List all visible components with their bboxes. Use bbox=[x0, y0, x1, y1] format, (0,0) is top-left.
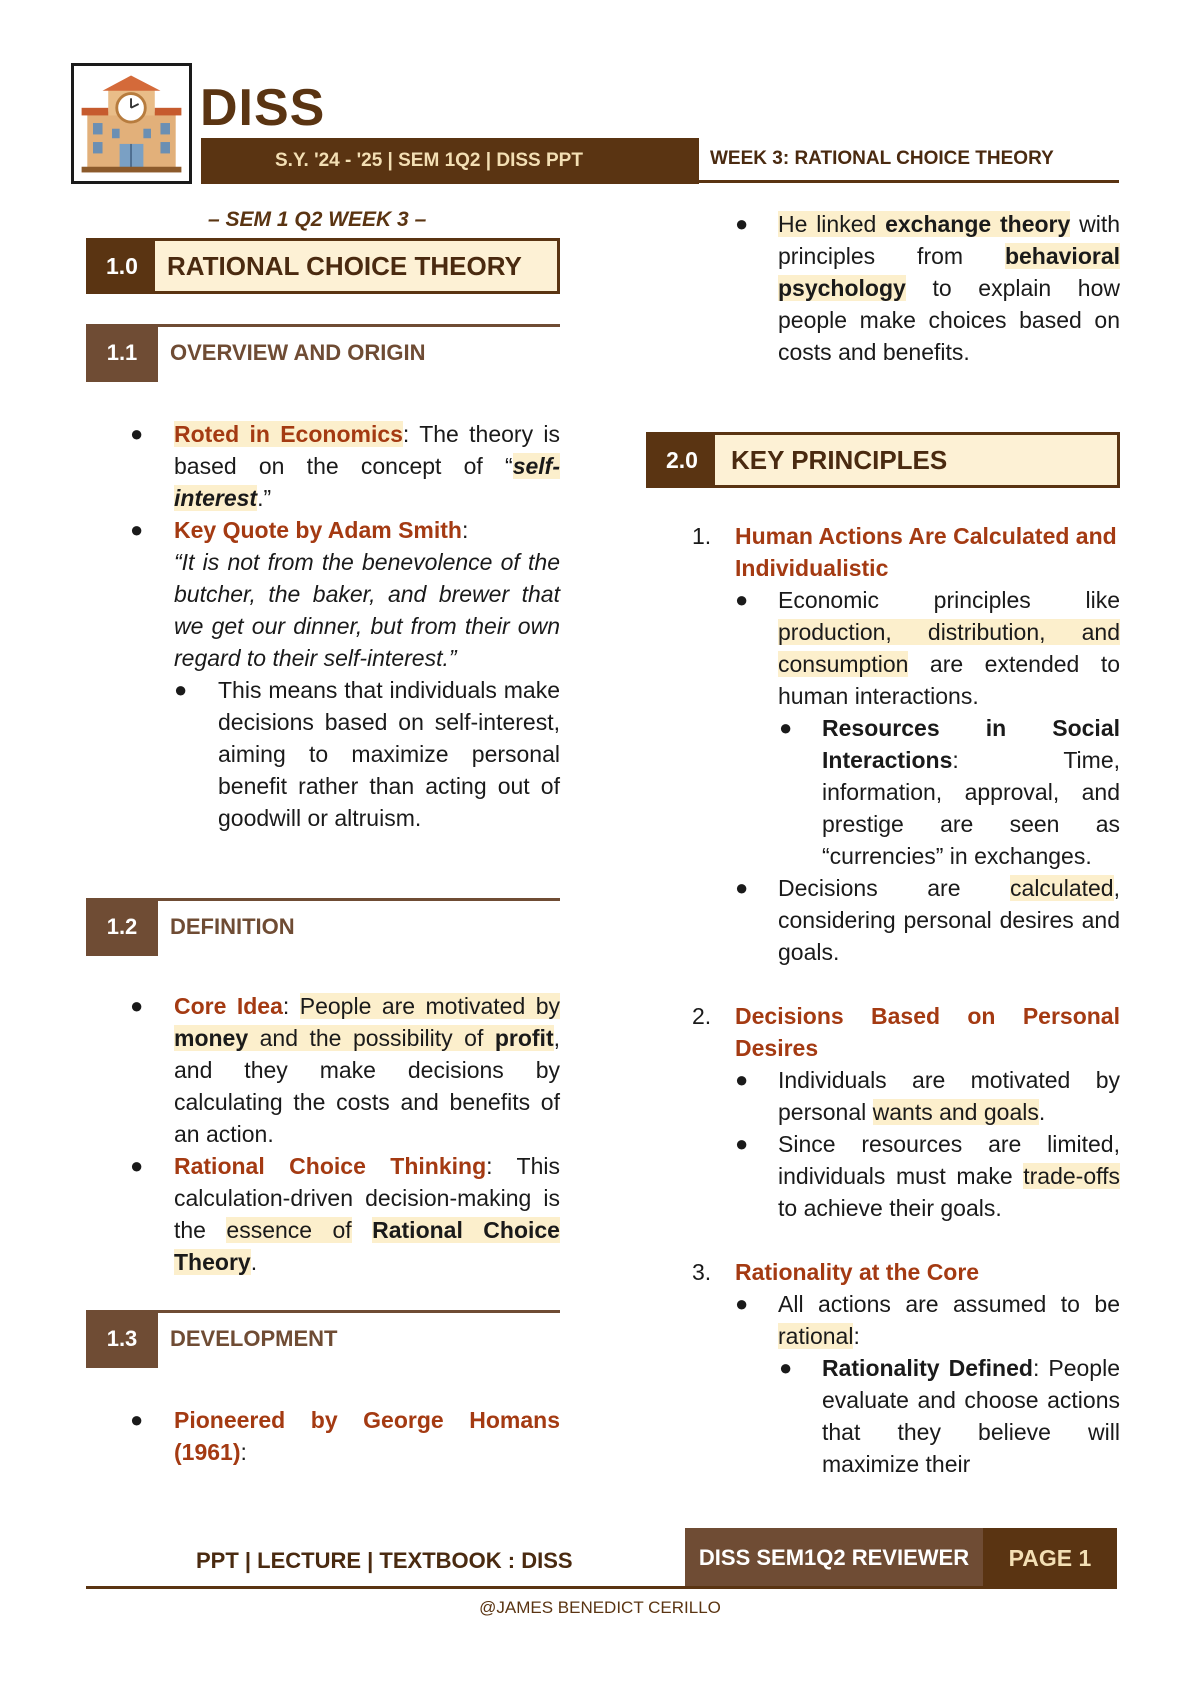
list-item: Resources in Social Interactions: Time, information, approval, and prestige are seen as “currencies” in exchanges. bbox=[822, 715, 1120, 869]
bullet-icon: ● bbox=[130, 1153, 144, 1178]
author-credit: @JAMES BENEDICT CERILLO bbox=[479, 1598, 721, 1617]
list-item: Economic principles like production, distribution, and consumption are extended to human interactions. bbox=[778, 587, 1120, 709]
list-item: Pioneered by George Homans (1961): bbox=[174, 1407, 560, 1465]
bullet-icon: ● bbox=[130, 421, 144, 446]
header-divider bbox=[699, 180, 1119, 183]
principle-title: Decisions Based on Personal Desires bbox=[735, 1003, 1120, 1061]
page-number: PAGE 1 bbox=[983, 1528, 1117, 1588]
week-title: WEEK 3: RATIONAL CHOICE THEORY bbox=[710, 148, 1054, 169]
section-number: 1.3 bbox=[86, 1310, 158, 1368]
section-1-2-heading bbox=[86, 898, 560, 956]
section-title: RATIONAL CHOICE THEORY bbox=[167, 251, 522, 281]
bullet-icon: ● bbox=[735, 211, 749, 236]
section-1-0-heading bbox=[86, 238, 560, 294]
section-number: 1.0 bbox=[89, 241, 155, 291]
list-item: Core Idea: People are motivated by money and the possibility of profit, and they make decisions by calculating the costs and benefits of an action. bbox=[174, 993, 560, 1147]
section-title: OVERVIEW AND ORIGIN bbox=[170, 340, 426, 365]
bullet-icon: ● bbox=[779, 1355, 793, 1380]
school-year-bar: S.Y. '24 - '25 | SEM 1Q2 | DISS PPT bbox=[201, 138, 699, 184]
list-item: Decisions are calculated, considering personal desires and goals. bbox=[778, 875, 1120, 965]
list-number: 3. bbox=[692, 1259, 712, 1285]
section-title: DEFINITION bbox=[170, 914, 295, 939]
list-item: Roted in Economics: The theory is based on the concept of “self-interest.” bbox=[174, 421, 560, 511]
list-item: This means that individuals make decisions based on self-interest, aiming to maximize personal benefit rather than acting out of goodwill or altruism. bbox=[218, 677, 560, 831]
bullet-icon: ● bbox=[779, 715, 793, 740]
footer-sources: PPT | LECTURE | TEXTBOOK : DISS bbox=[196, 1548, 573, 1573]
brand-title: DISS bbox=[200, 79, 326, 137]
section-1-1-heading bbox=[86, 324, 560, 382]
principle-title: Rationality at the Core bbox=[735, 1259, 980, 1285]
bullet-icon: ● bbox=[174, 677, 188, 702]
list-number: 1. bbox=[692, 523, 712, 549]
section-title: KEY PRINCIPLES bbox=[731, 445, 948, 475]
bullet-icon: ● bbox=[735, 1131, 749, 1156]
list-item: Since resources are limited, individuals must make trade-offs to achieve their goals. bbox=[778, 1131, 1120, 1221]
adam-smith-quote: “It is not from the benevolence of the butcher, the baker, and brewer that we get our dinner, but from their own regard to their self-interest.” bbox=[174, 549, 560, 671]
bullet-icon: ● bbox=[130, 993, 144, 1018]
bullet-icon: ● bbox=[735, 1067, 749, 1092]
list-item: All actions are assumed to be rational: bbox=[778, 1291, 1120, 1349]
section-number: 1.2 bbox=[86, 898, 158, 956]
section-number: 1.1 bbox=[86, 324, 158, 382]
principle-title: Human Actions Are Calculated and Individualistic bbox=[735, 523, 1117, 581]
section-number: 2.0 bbox=[649, 435, 715, 485]
section-2-0-heading bbox=[646, 432, 1120, 488]
list-item: Rationality Defined: People evaluate and choose actions that they believe will maximize their bbox=[822, 1355, 1120, 1477]
bullet-icon: ● bbox=[735, 875, 749, 900]
section-1-3-heading bbox=[86, 1310, 560, 1368]
list-item: He linked exchange theory with principles from behavioral psychology to explain how people make choices based on costs and benefits. bbox=[778, 211, 1120, 365]
section-title: DEVELOPMENT bbox=[170, 1326, 338, 1351]
bullet-icon: ● bbox=[130, 1407, 144, 1432]
footer-reviewer-label: DISS SEM1Q2 REVIEWER bbox=[685, 1528, 983, 1588]
week-label: – SEM 1 Q2 WEEK 3 – bbox=[208, 208, 427, 231]
bullet-icon: ● bbox=[735, 1291, 749, 1316]
list-item: Rational Choice Thinking: This calculation-driven decision-making is the essence of Rational Choice Theory. bbox=[174, 1153, 560, 1275]
list-number: 2. bbox=[692, 1003, 712, 1029]
bullet-icon: ● bbox=[735, 587, 749, 612]
footer-divider bbox=[86, 1586, 1117, 1589]
list-item: Individuals are motivated by personal wants and goals. bbox=[778, 1067, 1120, 1125]
school-building-icon bbox=[71, 63, 192, 184]
bullet-icon: ● bbox=[130, 517, 144, 542]
list-item: Key Quote by Adam Smith: bbox=[174, 517, 469, 543]
